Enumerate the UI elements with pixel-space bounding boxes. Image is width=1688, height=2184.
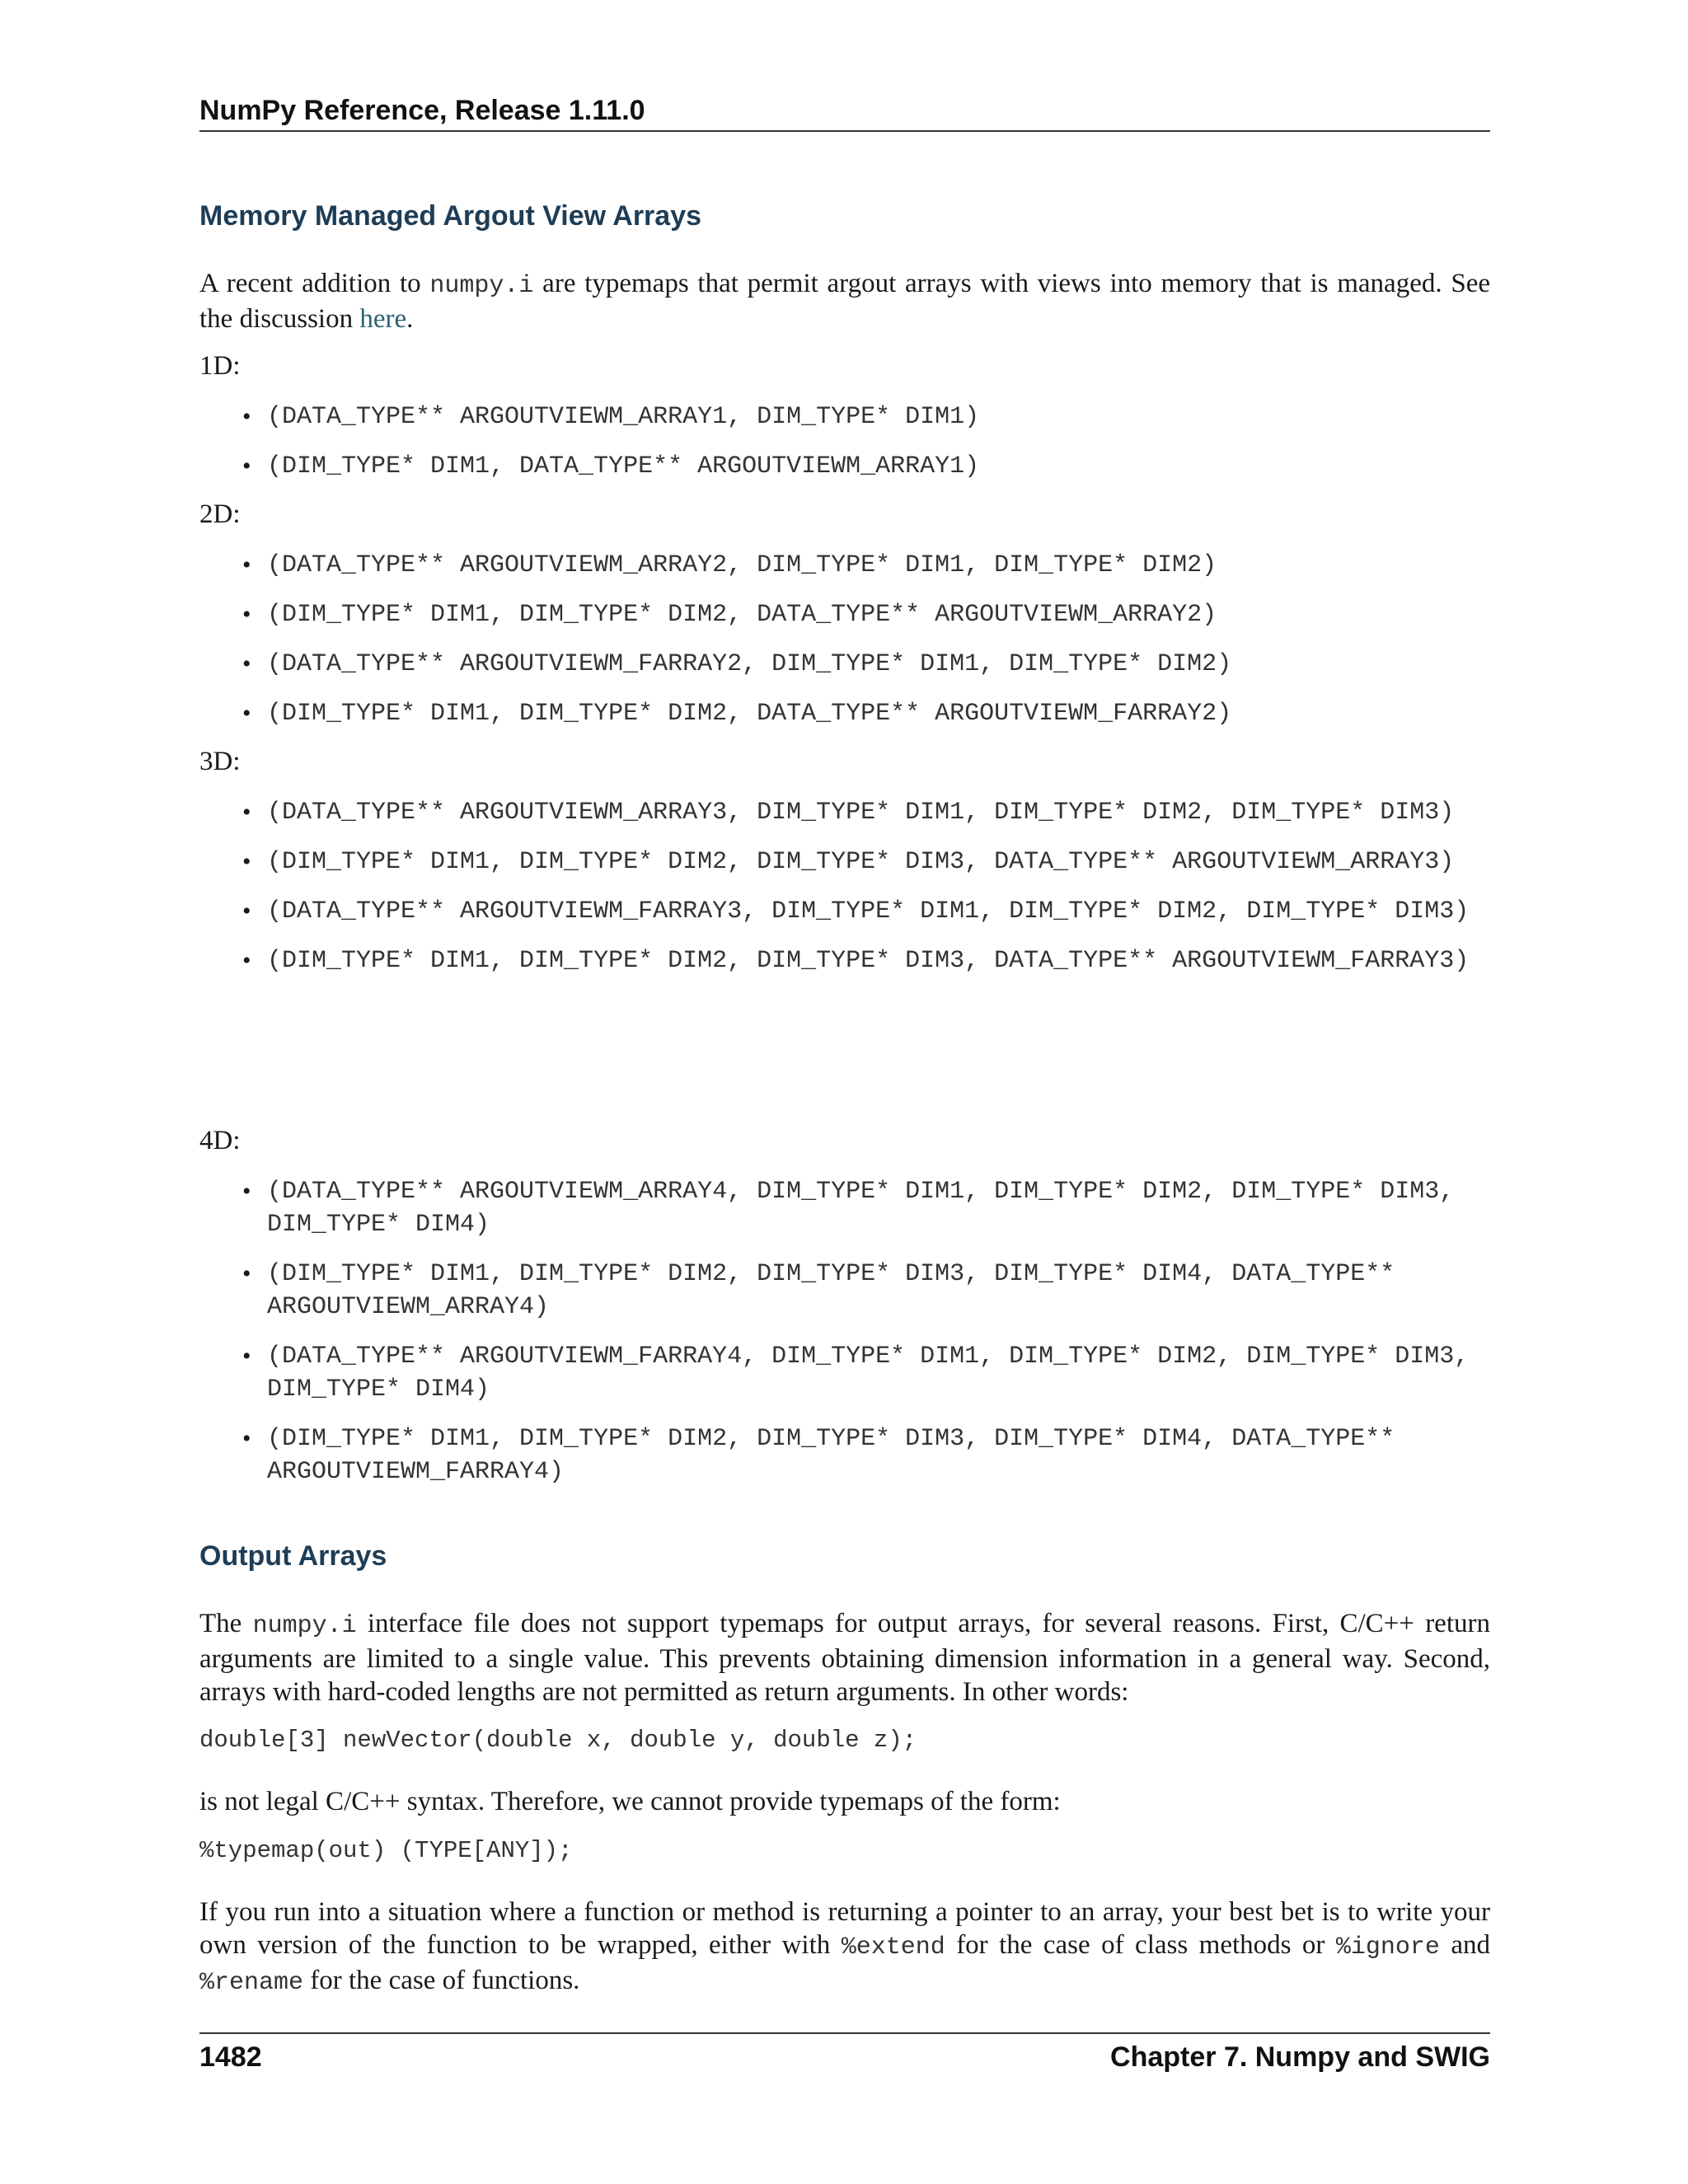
list-item <box>199 895 1490 928</box>
list-item <box>199 1258 1490 1324</box>
signature-text: (DATA_TYPE** ARGOUTVIEWM_ARRAY3, DIM_TYPE* DIM1, DIM_TYPE* DIM2, DIM_TYPE* DIM3) <box>267 799 1455 827</box>
bullet-icon: • <box>242 799 251 826</box>
list-item <box>199 549 1490 582</box>
list-item <box>199 846 1490 879</box>
bullet-icon: • <box>242 700 251 727</box>
section-heading-output-arrays: Output Arrays <box>199 1540 387 1572</box>
bullet-icon: • <box>242 551 251 579</box>
p3-code-ignore: %ignore <box>1335 1933 1440 1961</box>
signature-text: (DATA_TYPE** ARGOUTVIEWM_ARRAY1, DIM_TYPE* DIM1) <box>267 403 980 431</box>
p3-text-a: If you run into a situation where a function or method is returning a pointer to an array, your best bet is to write your own version of the function to be wrapped, either with <box>199 1897 1490 1960</box>
bullet-icon: • <box>242 1343 251 1370</box>
signature-text: (DATA_TYPE** ARGOUTVIEWM_ARRAY4, DIM_TYPE* DIM1, DIM_TYPE* DIM2, DIM_TYPE* DIM3, DIM_TYPE* DIM4) <box>267 1178 1455 1239</box>
signature-text: (DATA_TYPE** ARGOUTVIEWM_FARRAY3, DIM_TYPE* DIM1, DIM_TYPE* DIM2, DIM_TYPE* DIM3) <box>267 898 1470 926</box>
running-header <box>199 91 1490 132</box>
list-item <box>199 401 1490 434</box>
signature-text: (DIM_TYPE* DIM1, DIM_TYPE* DIM2, DIM_TYPE* DIM3, DATA_TYPE** ARGOUTVIEWM_ARRAY3) <box>267 848 1455 876</box>
signature-text: (DATA_TYPE** ARGOUTVIEWM_FARRAY4, DIM_TYPE* DIM1, DIM_TYPE* DIM2, DIM_TYPE* DIM3, DIM_TYPE* DIM4) <box>267 1343 1470 1404</box>
code-example-typemap: %typemap(out) (TYPE[ANY]); <box>199 1837 573 1864</box>
signature-text: (DIM_TYPE* DIM1, DATA_TYPE** ARGOUTVIEWM_ARRAY1) <box>267 452 980 480</box>
here-link[interactable]: here <box>359 304 407 334</box>
output-arrays-paragraph-3 <box>199 1896 1490 1999</box>
signature-text: (DATA_TYPE** ARGOUTVIEWM_ARRAY2, DIM_TYPE* DIM1, DIM_TYPE* DIM2) <box>267 551 1217 579</box>
signature-text: (DIM_TYPE* DIM1, DIM_TYPE* DIM2, DIM_TYPE* DIM3, DATA_TYPE** ARGOUTVIEWM_FARRAY3) <box>267 947 1470 975</box>
list-item <box>199 1422 1490 1488</box>
list-1d <box>199 401 1490 499</box>
list-item <box>199 697 1490 730</box>
p3-text-c: and <box>1439 1930 1491 1960</box>
output-arrays-paragraph-1 <box>199 1607 1490 1708</box>
dim-label-2d: 2D: <box>199 499 241 529</box>
intro-code-numpy-i: numpy.i <box>429 272 534 300</box>
list-2d <box>199 549 1490 747</box>
p3-text-b: for the case of class methods or <box>945 1930 1336 1960</box>
bullet-icon: • <box>242 1178 251 1205</box>
output-arrays-paragraph-2: is not legal C/C++ syntax. Therefore, we cannot provide typemaps of the form: <box>199 1787 1061 1816</box>
section-heading-memory-managed: Memory Managed Argout View Arrays <box>199 200 702 232</box>
list-item <box>199 1175 1490 1241</box>
list-item <box>199 648 1490 681</box>
bullet-icon: • <box>242 452 251 480</box>
p1-text-before: The <box>199 1609 253 1638</box>
header-title: NumPy Reference, Release 1.11.0 <box>199 95 645 126</box>
bullet-icon: • <box>242 650 251 677</box>
signature-text: (DIM_TYPE* DIM1, DIM_TYPE* DIM2, DATA_TYPE** ARGOUTVIEWM_FARRAY2) <box>267 700 1232 728</box>
list-item <box>199 796 1490 829</box>
signature-text: (DIM_TYPE* DIM1, DIM_TYPE* DIM2, DIM_TYPE* DIM3, DIM_TYPE* DIM4, DATA_TYPE** ARGOUTVIEWM_ARRAY4) <box>267 1260 1395 1321</box>
page-number: 1482 <box>199 2041 262 2073</box>
intro-paragraph <box>199 267 1490 335</box>
p1-code-numpy-i: numpy.i <box>252 1612 357 1640</box>
list-4d <box>199 1175 1490 1505</box>
bullet-icon: • <box>242 403 251 430</box>
p1-text-after: interface file does not support typemaps for output arrays, for several reasons. First, C/C++ return arguments are limited to a single value. This prevents obtaining dimension information in a general way. Second, arrays with hard-coded lengths are not permitted as return arguments. In other words: <box>199 1609 1490 1707</box>
running-footer <box>199 2032 1490 2073</box>
list-item <box>199 1340 1490 1406</box>
signature-text: (DIM_TYPE* DIM1, DIM_TYPE* DIM2, DIM_TYPE* DIM3, DIM_TYPE* DIM4, DATA_TYPE** ARGOUTVIEWM_FARRAY4) <box>267 1425 1395 1486</box>
bullet-icon: • <box>242 1425 251 1452</box>
document-page <box>199 0 1490 2184</box>
bullet-icon: • <box>242 947 251 974</box>
dim-label-3d: 3D: <box>199 747 241 776</box>
intro-text-after: are typemaps that permit argout arrays with views into memory that is managed. See the discussion <box>199 269 1490 334</box>
signature-text: (DATA_TYPE** ARGOUTVIEWM_FARRAY2, DIM_TYPE* DIM1, DIM_TYPE* DIM2) <box>267 650 1232 678</box>
intro-text-end: . <box>406 304 414 334</box>
code-example-new-vector: double[3] newVector(double x, double y, double z); <box>199 1727 917 1754</box>
p3-text-d: for the case of functions. <box>303 1966 580 1995</box>
bullet-icon: • <box>242 601 251 628</box>
list-item <box>199 598 1490 631</box>
p3-code-rename: %rename <box>199 1969 304 1997</box>
chapter-title: Chapter 7. Numpy and SWIG <box>1110 2041 1490 2073</box>
p3-code-extend: %extend <box>841 1933 945 1961</box>
dim-label-1d: 1D: <box>199 351 241 381</box>
bullet-icon: • <box>242 848 251 875</box>
list-item <box>199 450 1490 483</box>
bullet-icon: • <box>242 1260 251 1287</box>
list-item <box>199 944 1490 977</box>
intro-text-before: A recent addition to <box>199 269 430 298</box>
dim-label-4d: 4D: <box>199 1126 241 1155</box>
list-3d <box>199 796 1490 994</box>
bullet-icon: • <box>242 898 251 925</box>
signature-text: (DIM_TYPE* DIM1, DIM_TYPE* DIM2, DATA_TYPE** ARGOUTVIEWM_ARRAY2) <box>267 601 1217 629</box>
